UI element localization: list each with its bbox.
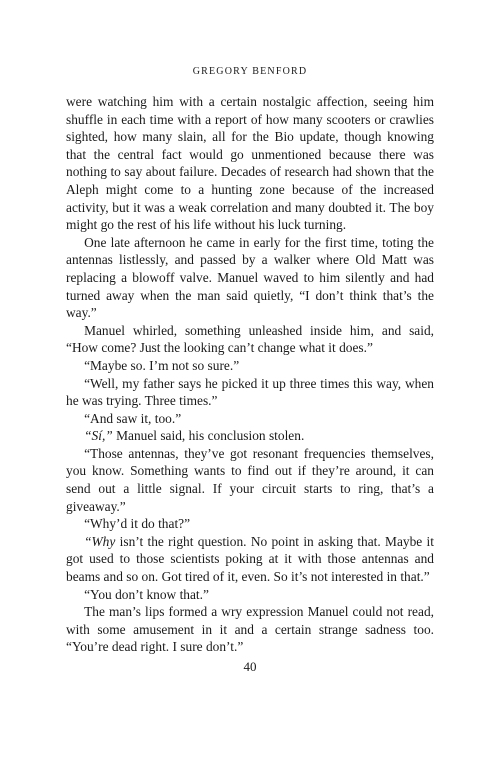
paragraph-text: isn’t the right question. No point in asking that. Maybe it got used to those scientists poking at it with those antennas and beams and so on. Got tired of it, even. So it’s not interested in that.” [66, 533, 434, 585]
paragraph: “Why’d it do that?” [84, 516, 191, 532]
body-text [66, 93, 434, 656]
paragraph: “And saw it, too.” [84, 410, 182, 426]
paragraph [66, 533, 434, 586]
paragraph: “You don’t know that.” [84, 586, 209, 602]
paragraph: were watching him with a certain nostalgic affection, seeing him shuffle in each time with a report of how many scooters or crawlies sighted, how many slain, all for the Bio update, though knowing that the central fact would go unmentioned because there was nothing to say about failure. Decades of research had shown that the Aleph might come to a hunting zone because of the increased activity, but it was a weak correlation and many doubted it. The boy might go the rest of his life without his luck turning. [66, 94, 434, 233]
italic-text: “Sí,” [84, 428, 113, 444]
paragraph: The man’s lips formed a wry expression Manuel could not read, with some amusement in it and a certain strange sadness too. “You’re dead right. I sure don’t.” [66, 604, 434, 655]
italic-text: “Why [84, 533, 116, 549]
running-head: GREGORY BENFORD [192, 66, 308, 77]
paragraph: “Maybe so. I’m not so sure.” [84, 357, 240, 373]
paragraph: Manuel whirled, something unleashed inside him, and said, “How come? Just the looking can’t change what it does.” [66, 322, 434, 356]
paragraph-text: Manuel said, his conclusion stolen. [112, 428, 305, 444]
paragraph: “Well, my father says he picked it up three times this way, when he was trying. Three times.” [66, 375, 434, 409]
page-number: 40 [243, 659, 257, 674]
paragraph: “Those antennas, they’ve got resonant frequencies themselves, you know. Something wants to find out if they’re around, it can send out a little signal. If your circuit starts to ring, that’s a giveaway.” [66, 445, 434, 514]
paragraph: One late afternoon he came in early for the first time, toting the antennas listlessly, and passed by a walker where Old Matt was replacing a blowoff valve. Manuel waved to him silently and had turned away when the man said quietly, “I don’t think that’s the way.” [66, 234, 434, 321]
paragraph [66, 427, 434, 445]
